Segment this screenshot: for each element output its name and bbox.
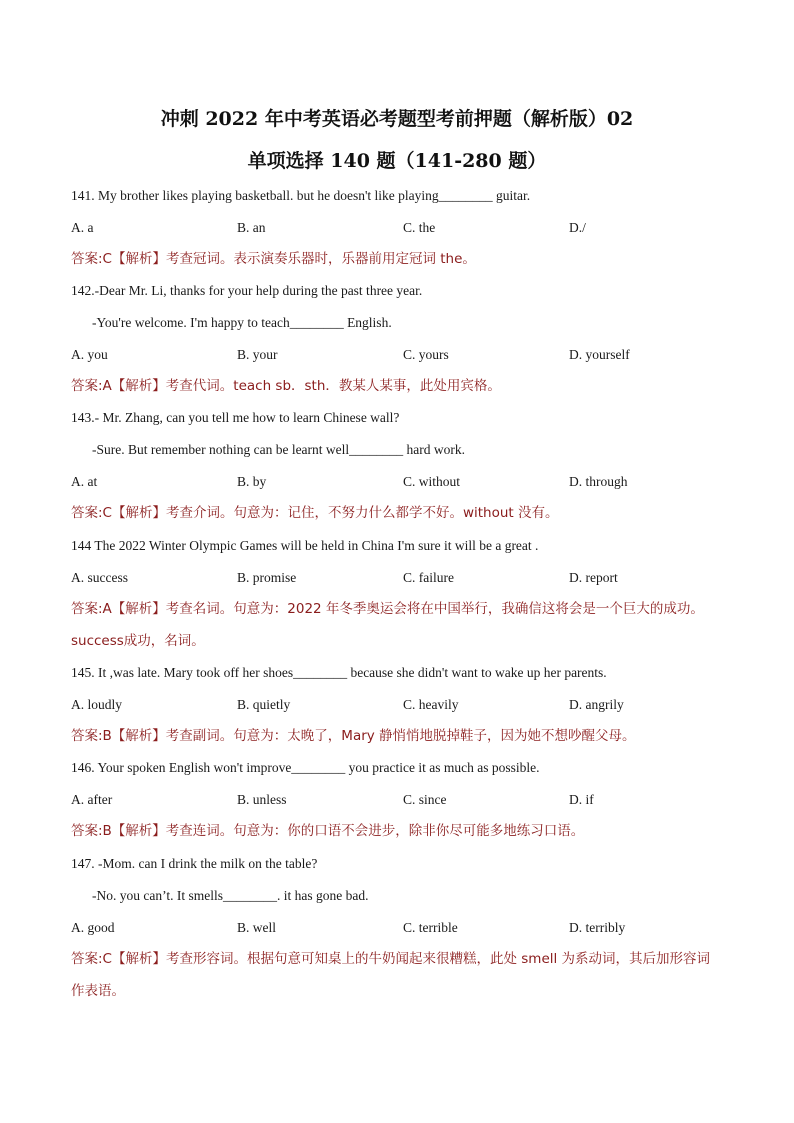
option-b: B. quietly [237, 697, 291, 712]
question-stem-reply: -You're welcome. I'm happy to teach________ English. [92, 315, 392, 330]
option-a: A. at [71, 474, 98, 489]
answer-explanation: 答案:B【解析】考查连词。句意为：你的口语不会进步，除非你尽可能多地练习口语。 [71, 823, 585, 839]
option-d: D. if [569, 792, 594, 807]
option-d: D. terribly [569, 920, 626, 935]
option-c: C. since [403, 792, 447, 807]
option-b: B. by [237, 474, 267, 489]
question-stem: 147. -Mom. can I drink the milk on the table? [71, 856, 318, 871]
option-a: A. loudly [71, 697, 123, 712]
option-a: A. success [71, 570, 128, 585]
option-c: C. without [403, 474, 461, 489]
answer-explanation: 答案:B【解析】考查副词。句意为：太晚了，Mary 静悄悄地脱掉鞋子，因为她不想吵醒父母。 [71, 728, 636, 744]
option-c: C. failure [403, 570, 454, 585]
answer-explanation: 答案:A【解析】考查名词。句意为：2022 年冬季奥运会将在中国举行，我确信这将会是一个巨大的成功。 [71, 601, 704, 617]
option-c: C. the [403, 220, 436, 235]
option-b: B. unless [237, 792, 287, 807]
question-stem-reply: -Sure. But remember nothing can be learnt well________ hard work. [92, 442, 466, 457]
option-a: A. good [71, 920, 115, 935]
answer-explanation: 答案:C【解析】考查介词。句意为：记住，不努力什么都学不好。without 没有。 [71, 505, 559, 521]
option-d: D. through [569, 474, 628, 489]
question-stem-reply: -No. you can’t. It smells________. it has gone bad. [92, 888, 369, 903]
option-b: B. an [237, 220, 266, 235]
option-a: A. after [71, 792, 113, 807]
answer-explanation: 答案:C【解析】考查冠词。表示演奏乐器时，乐器前用定冠词 the。 [71, 251, 476, 267]
option-b: B. well [237, 920, 276, 935]
answer-explanation: 答案:A【解析】考查代词。teach sb．sth．教某人某事，此处用宾格。 [71, 378, 501, 394]
option-c: C. yours [403, 347, 449, 362]
question-stem: 145. It ,was late. Mary took off her shoes________ because she didn't want to wake up her parents. [71, 665, 607, 680]
option-a: A. a [71, 220, 94, 235]
answer-explanation-cont: 作表语。 [71, 983, 125, 999]
answer-explanation-cont: success成功，名词。 [71, 633, 205, 649]
doc-title-line2: 单项选择 140 题（141-280 题） [247, 150, 547, 172]
question-stem: 142.-Dear Mr. Li, thanks for your help during the past three year. [71, 283, 423, 298]
doc-title-line1: 冲刺 2022 年中考英语必考题型考前押题（解析版）02 [160, 108, 634, 130]
answer-explanation: 答案:C【解析】考查形容词。根据句意可知桌上的牛奶闻起来很糟糕，此处 smell 为系动词，其后加形容词 [71, 951, 711, 967]
option-c: C. terrible [403, 920, 458, 935]
option-b: B. promise [237, 570, 297, 585]
option-d: D. yourself [569, 347, 630, 362]
question-stem: 143.- Mr. Zhang, can you tell me how to learn Chinese wall? [71, 410, 400, 425]
question-stem: 144 The 2022 Winter Olympic Games will be held in China I'm sure it will be a great . [71, 538, 539, 553]
option-a: A. you [71, 347, 108, 362]
option-b: B. your [237, 347, 278, 362]
option-d: D. report [569, 570, 618, 585]
question-stem: 141. My brother likes playing basketball. but he doesn't like playing________ guitar. [71, 188, 531, 203]
question-stem: 146. Your spoken English won't improve________ you practice it as much as possible. [71, 760, 540, 775]
option-d: D. angrily [569, 697, 624, 712]
option-c: C. heavily [403, 697, 459, 712]
option-d: D./ [569, 220, 586, 235]
